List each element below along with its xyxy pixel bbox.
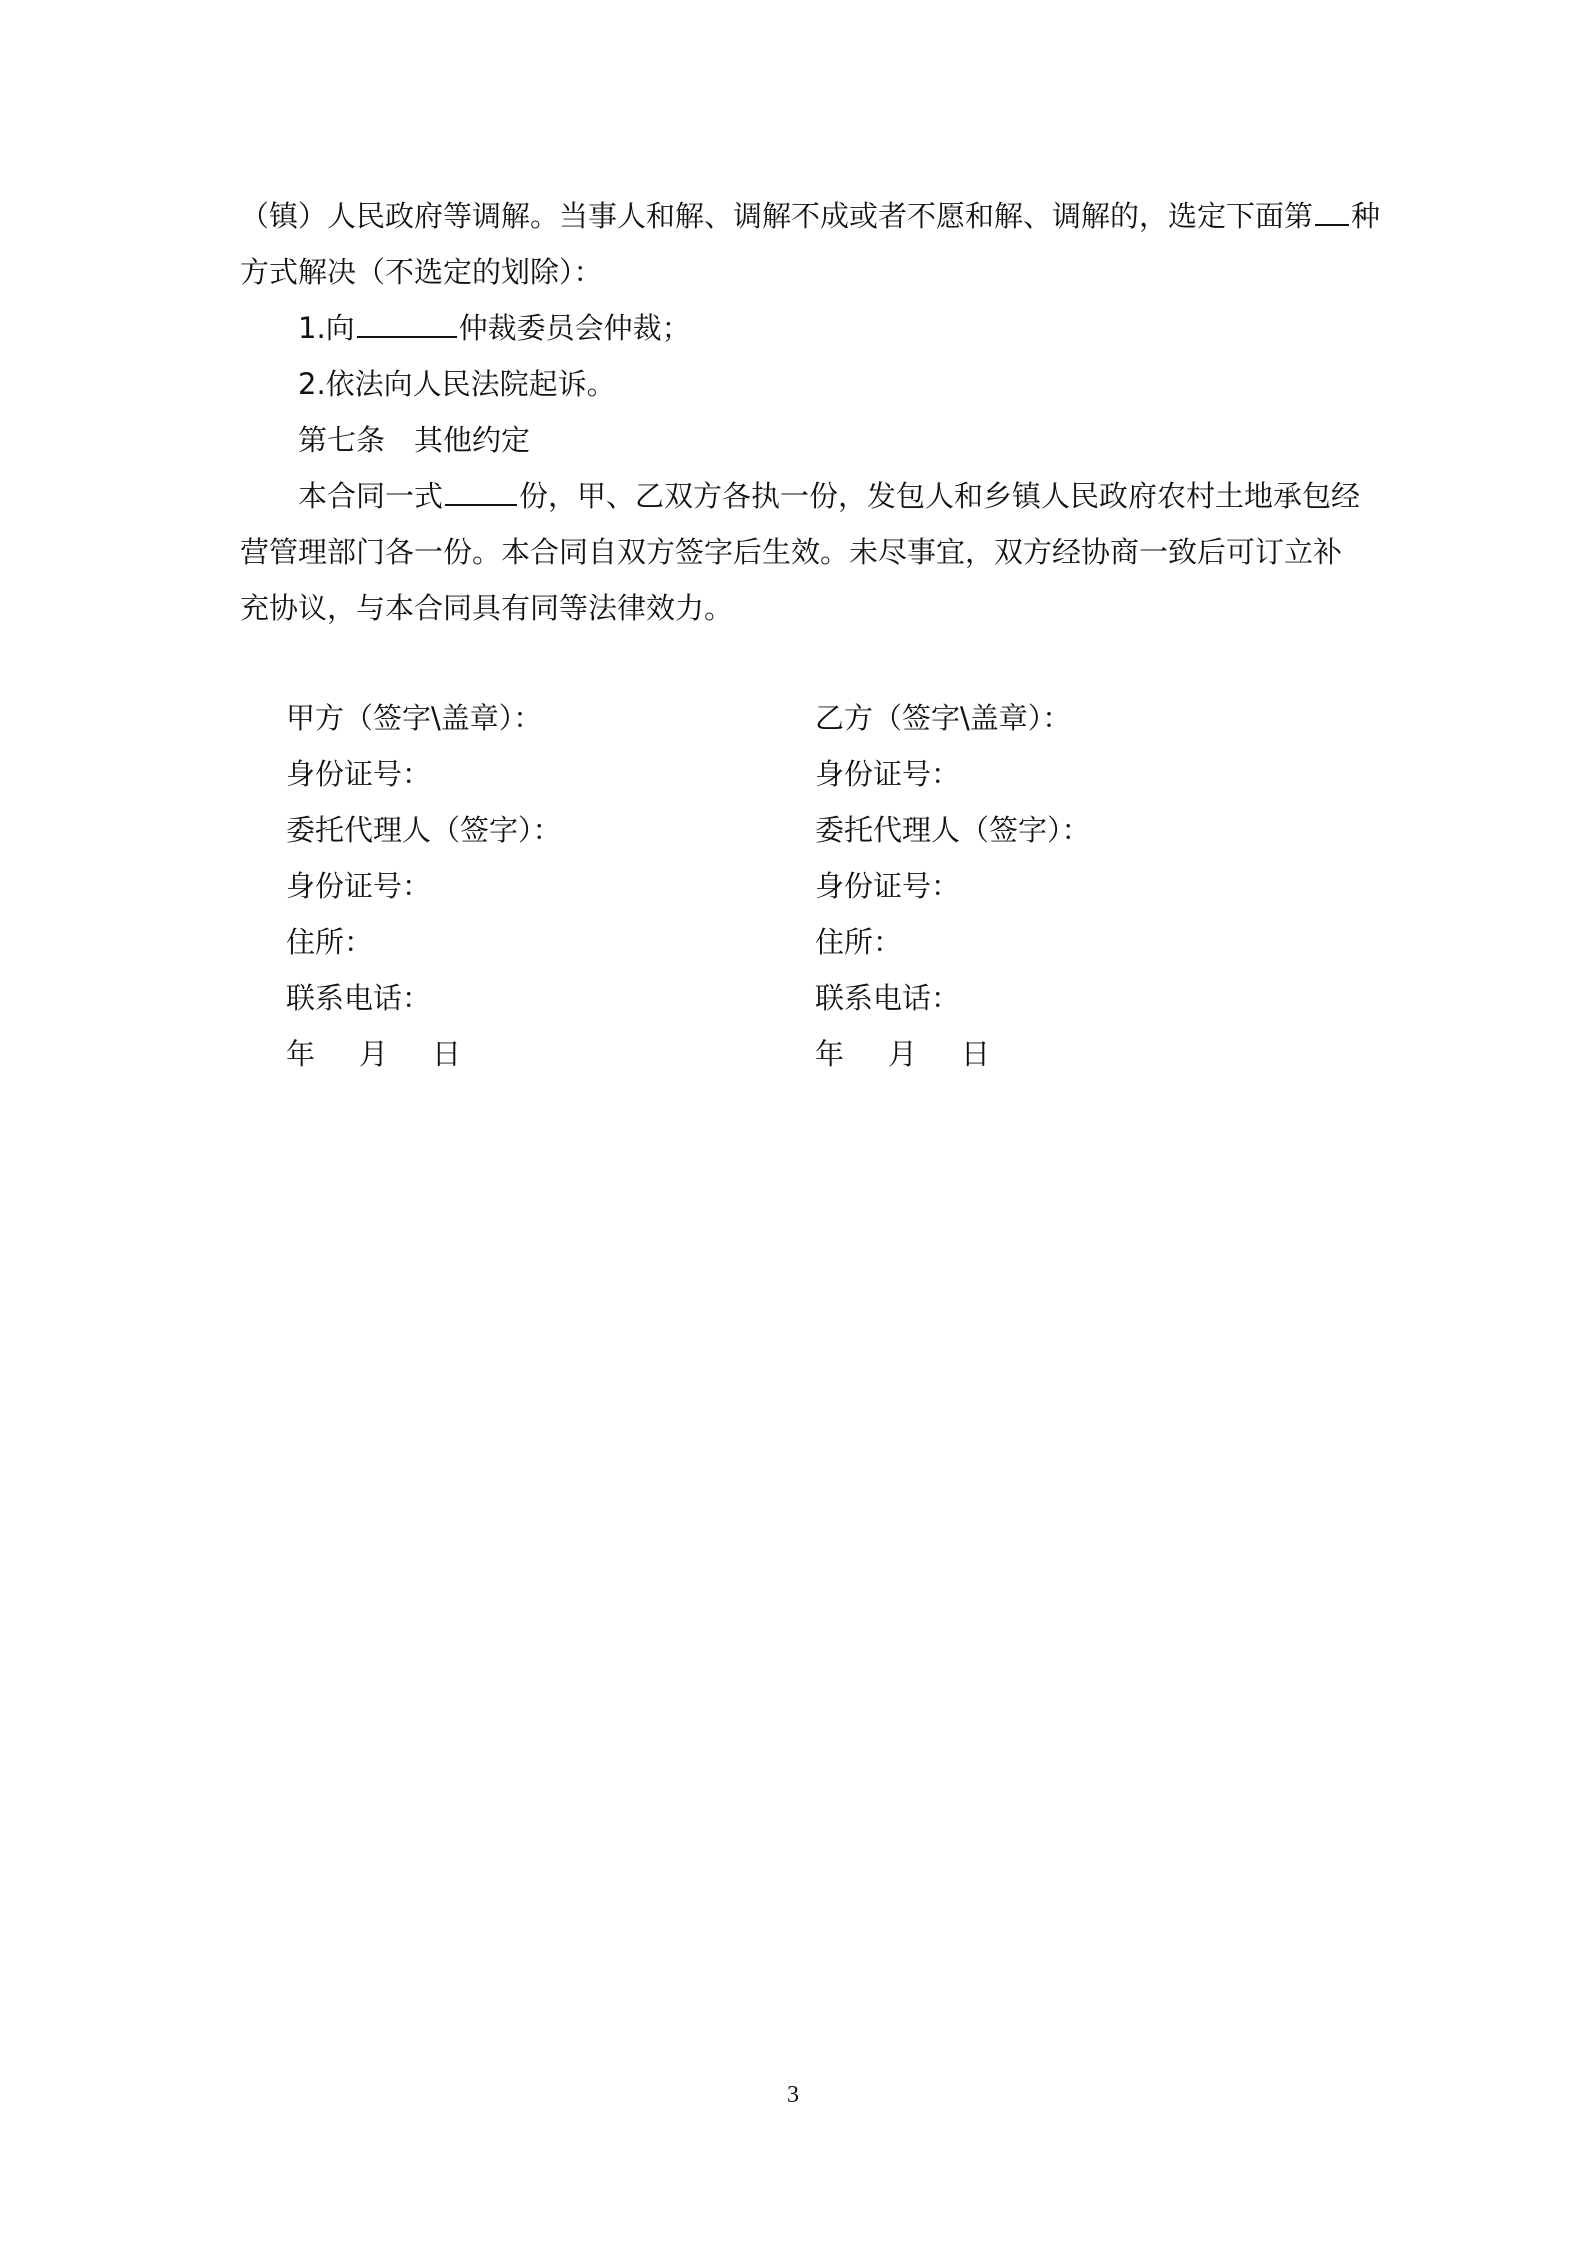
copies-paragraph-line-3: 充协议，与本合同具有同等法律效力。 [240,591,734,625]
party-a-phone-label: 联系电话： [286,981,432,1015]
option-2: 2.依法向人民法院起诉。 [298,367,616,401]
party-b-phone-label: 联系电话： [815,981,961,1015]
party-a-date [286,1026,786,1082]
party-b-address-label: 住所： [815,925,903,959]
party-a-day: 日 [432,1037,462,1071]
article-7-heading: 第七条 其他约定 [298,423,531,457]
party-a-agent-label: 委托代理人（签字）： [286,813,562,847]
choice-blank [1315,194,1349,226]
party-a-address-label: 住所： [286,925,374,959]
party-b-title: 乙方（签字\盖章）： [815,701,1072,735]
option-1-suffix: 仲裁委员会仲裁； [458,311,691,345]
copies-paragraph-line-1 [298,468,1418,524]
party-b-agent-id-label: 身份证号： [815,869,961,903]
party-a-signature-block [286,690,786,1082]
party-a-id-label: 身份证号： [286,757,432,791]
body-line-2: 方式解决（不选定的划除）： [240,255,603,289]
party-b-day: 日 [961,1037,991,1071]
body-line-1-text: （镇）人民政府等调解。当事人和解、调解不成或者不愿和解、调解的，选定下面第 [240,199,1314,233]
party-a-agent-id-label: 身份证号： [286,869,432,903]
option-1 [298,300,1418,356]
copies-blank [445,474,517,506]
party-b-id-label: 身份证号： [815,757,961,791]
page-number: 3 [787,2082,799,2108]
party-a-year: 年 [286,1037,316,1071]
copies-suffix: 份，甲、乙双方各执一份，发包人和乡镇人民政府农村土地承包经 [519,479,1361,513]
party-b-signature-block [815,690,1315,1082]
party-a-month: 月 [359,1037,389,1071]
option-1-prefix: 1.向 [298,311,355,345]
arbitration-blank [357,306,457,338]
copies-prefix: 本合同一式 [298,479,444,513]
copies-paragraph-line-2: 营管理部门各一份。本合同自双方签字后生效。未尽事宜，双方经协商一致后可订立补 [240,535,1343,569]
party-b-year: 年 [815,1037,845,1071]
party-a-title: 甲方（签字\盖章）： [286,701,543,735]
body-line-1 [240,188,1381,244]
body-line-1-end: 种 [1351,199,1381,233]
party-b-agent-label: 委托代理人（签字）： [815,813,1091,847]
party-b-month: 月 [888,1037,918,1071]
party-b-date [815,1026,1315,1082]
